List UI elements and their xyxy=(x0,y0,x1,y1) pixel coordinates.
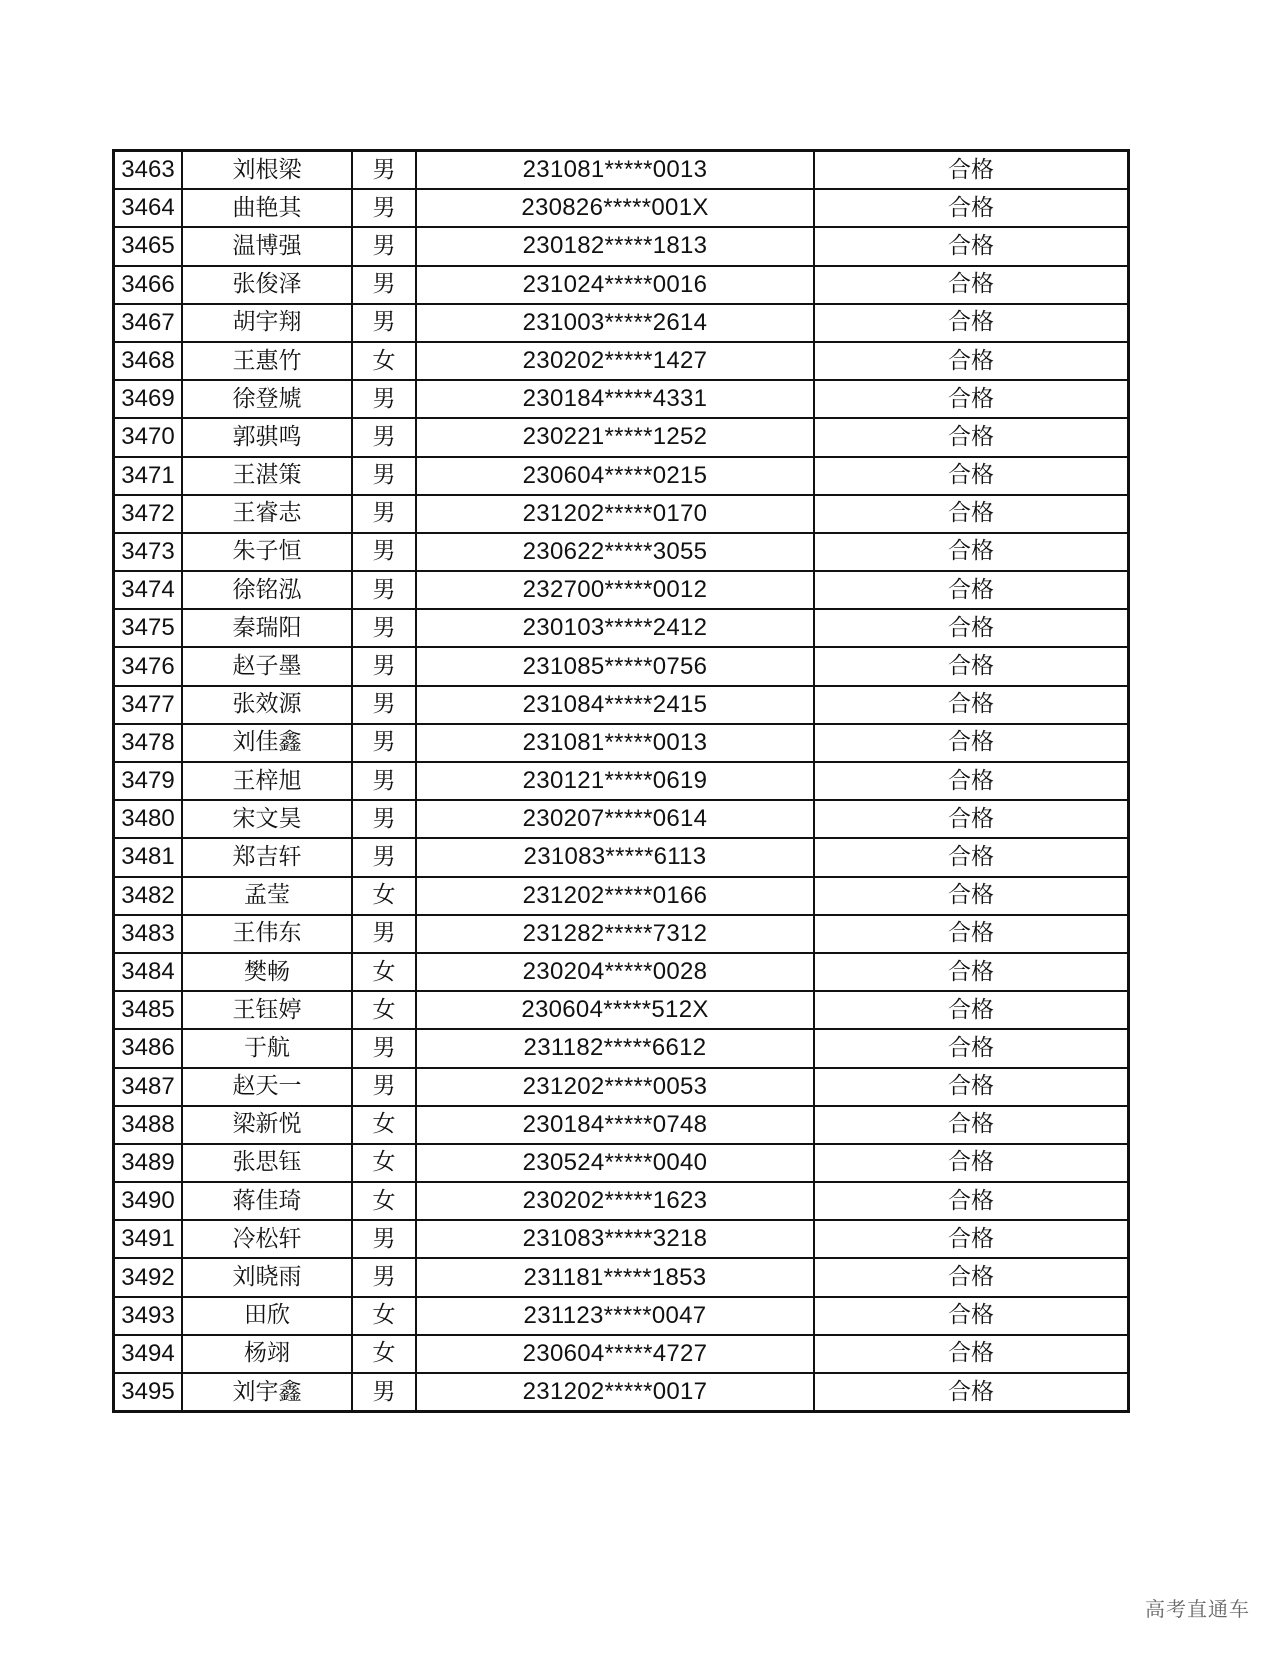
table-row xyxy=(114,1297,1129,1335)
cell-id-number: 231084*****2415 xyxy=(416,686,814,724)
table-row xyxy=(114,915,1129,953)
cell-name: 樊畅 xyxy=(182,953,352,991)
cell-id-number: 230121*****0619 xyxy=(416,762,814,800)
cell-name: 孟莹 xyxy=(182,877,352,915)
cell-id-number: 230202*****1427 xyxy=(416,342,814,380)
cell-gender: 男 xyxy=(352,418,416,456)
cell-id-number: 231081*****0013 xyxy=(416,724,814,762)
cell-result: 合格 xyxy=(814,342,1129,380)
cell-gender: 男 xyxy=(352,151,416,190)
cell-id-number: 230524*****0040 xyxy=(416,1144,814,1182)
cell-id-number: 231202*****0053 xyxy=(416,1068,814,1106)
watermark-text: 高考直通车 xyxy=(1145,1597,1250,1621)
cell-id-number: 231181*****1853 xyxy=(416,1258,814,1296)
roster-body xyxy=(114,151,1129,1412)
cell-number: 3467 xyxy=(114,304,183,342)
cell-name: 杨翊 xyxy=(182,1335,352,1373)
cell-number: 3475 xyxy=(114,609,183,647)
cell-id-number: 230204*****0028 xyxy=(416,953,814,991)
cell-number: 3473 xyxy=(114,533,183,571)
cell-name: 王钰婷 xyxy=(182,991,352,1029)
table-row xyxy=(114,418,1129,456)
cell-number: 3480 xyxy=(114,800,183,838)
cell-result: 合格 xyxy=(814,227,1129,265)
cell-result: 合格 xyxy=(814,1373,1129,1412)
cell-result: 合格 xyxy=(814,953,1129,991)
cell-gender: 男 xyxy=(352,647,416,685)
cell-number: 3471 xyxy=(114,457,183,495)
cell-name: 温博强 xyxy=(182,227,352,265)
cell-name: 刘晓雨 xyxy=(182,1258,352,1296)
table-row xyxy=(114,380,1129,418)
cell-gender: 女 xyxy=(352,1297,416,1335)
cell-gender: 女 xyxy=(352,1335,416,1373)
cell-number: 3476 xyxy=(114,647,183,685)
cell-gender: 女 xyxy=(352,1182,416,1220)
cell-id-number: 231081*****0013 xyxy=(416,151,814,190)
table-row xyxy=(114,1144,1129,1182)
table-row xyxy=(114,1068,1129,1106)
cell-result: 合格 xyxy=(814,838,1129,876)
cell-gender: 女 xyxy=(352,953,416,991)
cell-number: 3485 xyxy=(114,991,183,1029)
cell-number: 3466 xyxy=(114,266,183,304)
cell-number: 3465 xyxy=(114,227,183,265)
cell-name: 曲艳其 xyxy=(182,189,352,227)
cell-gender: 男 xyxy=(352,724,416,762)
cell-id-number: 231202*****0166 xyxy=(416,877,814,915)
cell-name: 郭骐鸣 xyxy=(182,418,352,456)
cell-gender: 女 xyxy=(352,342,416,380)
cell-number: 3487 xyxy=(114,1068,183,1106)
cell-gender: 男 xyxy=(352,571,416,609)
cell-name: 张俊泽 xyxy=(182,266,352,304)
cell-name: 王睿志 xyxy=(182,495,352,533)
cell-number: 3490 xyxy=(114,1182,183,1220)
cell-gender: 男 xyxy=(352,495,416,533)
cell-result: 合格 xyxy=(814,1297,1129,1335)
cell-result: 合格 xyxy=(814,304,1129,342)
cell-number: 3494 xyxy=(114,1335,183,1373)
cell-number: 3482 xyxy=(114,877,183,915)
cell-id-number: 231003*****2614 xyxy=(416,304,814,342)
cell-name: 朱子恒 xyxy=(182,533,352,571)
cell-result: 合格 xyxy=(814,1144,1129,1182)
cell-number: 3468 xyxy=(114,342,183,380)
cell-gender: 女 xyxy=(352,1106,416,1144)
cell-result: 合格 xyxy=(814,1335,1129,1373)
table-row xyxy=(114,609,1129,647)
cell-number: 3470 xyxy=(114,418,183,456)
cell-gender: 男 xyxy=(352,533,416,571)
cell-id-number: 232700*****0012 xyxy=(416,571,814,609)
cell-id-number: 231085*****0756 xyxy=(416,647,814,685)
cell-number: 3491 xyxy=(114,1220,183,1258)
table-row xyxy=(114,457,1129,495)
table-row xyxy=(114,724,1129,762)
cell-result: 合格 xyxy=(814,380,1129,418)
cell-number: 3486 xyxy=(114,1029,183,1067)
table-row xyxy=(114,1182,1129,1220)
cell-name: 王湛策 xyxy=(182,457,352,495)
cell-id-number: 231282*****7312 xyxy=(416,915,814,953)
cell-result: 合格 xyxy=(814,571,1129,609)
table-row xyxy=(114,266,1129,304)
cell-result: 合格 xyxy=(814,609,1129,647)
cell-number: 3484 xyxy=(114,953,183,991)
cell-number: 3474 xyxy=(114,571,183,609)
cell-number: 3464 xyxy=(114,189,183,227)
cell-gender: 男 xyxy=(352,380,416,418)
cell-number: 3493 xyxy=(114,1297,183,1335)
cell-result: 合格 xyxy=(814,457,1129,495)
cell-number: 3477 xyxy=(114,686,183,724)
cell-result: 合格 xyxy=(814,647,1129,685)
table-row xyxy=(114,991,1129,1029)
cell-result: 合格 xyxy=(814,762,1129,800)
cell-gender: 男 xyxy=(352,838,416,876)
cell-name: 胡宇翔 xyxy=(182,304,352,342)
table-row xyxy=(114,1373,1129,1412)
cell-gender: 男 xyxy=(352,189,416,227)
cell-name: 郑吉轩 xyxy=(182,838,352,876)
cell-id-number: 230184*****4331 xyxy=(416,380,814,418)
table-row xyxy=(114,342,1129,380)
cell-name: 蒋佳琦 xyxy=(182,1182,352,1220)
cell-name: 张效源 xyxy=(182,686,352,724)
cell-result: 合格 xyxy=(814,991,1129,1029)
cell-name: 梁新悦 xyxy=(182,1106,352,1144)
cell-id-number: 231202*****0017 xyxy=(416,1373,814,1412)
cell-id-number: 230604*****512X xyxy=(416,991,814,1029)
cell-result: 合格 xyxy=(814,266,1129,304)
table-row xyxy=(114,647,1129,685)
cell-id-number: 231202*****0170 xyxy=(416,495,814,533)
cell-name: 王伟东 xyxy=(182,915,352,953)
table-row xyxy=(114,227,1129,265)
cell-number: 3483 xyxy=(114,915,183,953)
cell-gender: 男 xyxy=(352,227,416,265)
cell-id-number: 230604*****4727 xyxy=(416,1335,814,1373)
cell-name: 冷松轩 xyxy=(182,1220,352,1258)
cell-result: 合格 xyxy=(814,189,1129,227)
cell-result: 合格 xyxy=(814,1258,1129,1296)
table-row xyxy=(114,304,1129,342)
table-row xyxy=(114,953,1129,991)
cell-id-number: 230604*****0215 xyxy=(416,457,814,495)
cell-id-number: 230103*****2412 xyxy=(416,609,814,647)
roster-table xyxy=(112,149,1130,1413)
cell-result: 合格 xyxy=(814,1220,1129,1258)
table-row xyxy=(114,1029,1129,1067)
table-row xyxy=(114,800,1129,838)
cell-id-number: 230622*****3055 xyxy=(416,533,814,571)
cell-gender: 男 xyxy=(352,304,416,342)
cell-name: 赵子墨 xyxy=(182,647,352,685)
cell-name: 张思钰 xyxy=(182,1144,352,1182)
cell-id-number: 230221*****1252 xyxy=(416,418,814,456)
table-row xyxy=(114,571,1129,609)
cell-name: 王惠竹 xyxy=(182,342,352,380)
table-row xyxy=(114,1106,1129,1144)
cell-id-number: 230182*****1813 xyxy=(416,227,814,265)
cell-number: 3472 xyxy=(114,495,183,533)
cell-gender: 男 xyxy=(352,1258,416,1296)
cell-result: 合格 xyxy=(814,1068,1129,1106)
cell-number: 3489 xyxy=(114,1144,183,1182)
cell-name: 田欣 xyxy=(182,1297,352,1335)
cell-name: 刘佳鑫 xyxy=(182,724,352,762)
cell-result: 合格 xyxy=(814,1029,1129,1067)
cell-id-number: 230202*****1623 xyxy=(416,1182,814,1220)
table-row xyxy=(114,762,1129,800)
cell-id-number: 231083*****3218 xyxy=(416,1220,814,1258)
table-row xyxy=(114,533,1129,571)
cell-id-number: 231182*****6612 xyxy=(416,1029,814,1067)
cell-name: 秦瑞阳 xyxy=(182,609,352,647)
cell-number: 3492 xyxy=(114,1258,183,1296)
cell-result: 合格 xyxy=(814,800,1129,838)
table-row xyxy=(114,151,1129,190)
cell-name: 刘根梁 xyxy=(182,151,352,190)
cell-result: 合格 xyxy=(814,495,1129,533)
cell-name: 徐登虓 xyxy=(182,380,352,418)
cell-gender: 男 xyxy=(352,457,416,495)
cell-number: 3479 xyxy=(114,762,183,800)
cell-id-number: 230207*****0614 xyxy=(416,800,814,838)
table-row xyxy=(114,1258,1129,1296)
cell-gender: 男 xyxy=(352,800,416,838)
cell-number: 3478 xyxy=(114,724,183,762)
table-row xyxy=(114,495,1129,533)
cell-gender: 男 xyxy=(352,1068,416,1106)
cell-result: 合格 xyxy=(814,533,1129,571)
cell-result: 合格 xyxy=(814,1106,1129,1144)
cell-name: 徐铭泓 xyxy=(182,571,352,609)
cell-gender: 女 xyxy=(352,1144,416,1182)
cell-number: 3488 xyxy=(114,1106,183,1144)
cell-gender: 女 xyxy=(352,991,416,1029)
cell-number: 3469 xyxy=(114,380,183,418)
cell-gender: 男 xyxy=(352,609,416,647)
cell-result: 合格 xyxy=(814,724,1129,762)
cell-result: 合格 xyxy=(814,686,1129,724)
cell-gender: 男 xyxy=(352,1373,416,1412)
cell-id-number: 230826*****001X xyxy=(416,189,814,227)
table-row xyxy=(114,1335,1129,1373)
cell-name: 宋文昊 xyxy=(182,800,352,838)
cell-name: 刘宇鑫 xyxy=(182,1373,352,1412)
cell-number: 3495 xyxy=(114,1373,183,1412)
cell-result: 合格 xyxy=(814,877,1129,915)
cell-gender: 男 xyxy=(352,686,416,724)
cell-gender: 男 xyxy=(352,762,416,800)
cell-result: 合格 xyxy=(814,915,1129,953)
cell-number: 3481 xyxy=(114,838,183,876)
cell-gender: 男 xyxy=(352,1029,416,1067)
table-row xyxy=(114,1220,1129,1258)
cell-id-number: 231024*****0016 xyxy=(416,266,814,304)
cell-gender: 女 xyxy=(352,877,416,915)
cell-gender: 男 xyxy=(352,266,416,304)
cell-gender: 男 xyxy=(352,915,416,953)
roster-sheet xyxy=(112,149,1130,1413)
cell-number: 3463 xyxy=(114,151,183,190)
cell-gender: 男 xyxy=(352,1220,416,1258)
cell-result: 合格 xyxy=(814,418,1129,456)
cell-name: 王梓旭 xyxy=(182,762,352,800)
cell-id-number: 231083*****6113 xyxy=(416,838,814,876)
cell-id-number: 230184*****0748 xyxy=(416,1106,814,1144)
cell-id-number: 231123*****0047 xyxy=(416,1297,814,1335)
cell-result: 合格 xyxy=(814,1182,1129,1220)
table-row xyxy=(114,189,1129,227)
cell-result: 合格 xyxy=(814,151,1129,190)
cell-name: 赵天一 xyxy=(182,1068,352,1106)
table-row xyxy=(114,838,1129,876)
cell-name: 于航 xyxy=(182,1029,352,1067)
table-row xyxy=(114,877,1129,915)
table-row xyxy=(114,686,1129,724)
